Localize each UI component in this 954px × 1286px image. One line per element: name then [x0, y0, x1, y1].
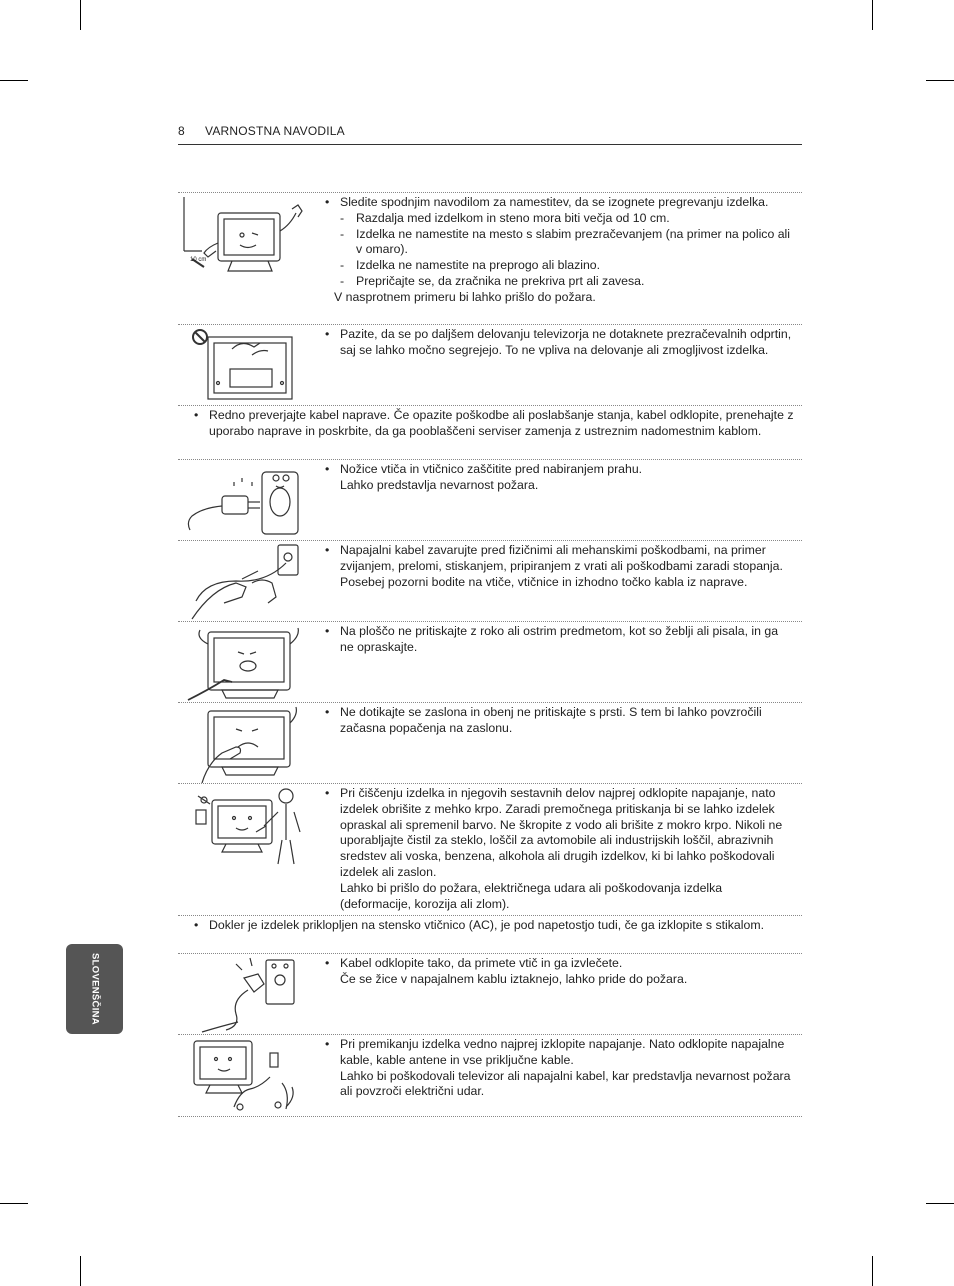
crop-mark — [872, 0, 873, 30]
bullet-text: • Na ploščo ne pritiskajte z roko ali ostrim predmetom, kot so žeblji ali pisala, in ga ne opraskajte. — [325, 624, 795, 656]
unplug-illustration — [182, 956, 314, 1034]
section-text — [325, 705, 795, 737]
tv-cleaning-illustration — [182, 786, 314, 868]
continuation-text: Lahko bi poškodovali televizor ali napajalni kabel, kar predstavlja nevarnost požara ali povzroči električni udar. — [340, 1068, 791, 1099]
bullet-text: • Nožice vtiča in vtičnico zaščitite pred nabiranjem prahu. — [325, 462, 795, 478]
crop-mark — [0, 1203, 28, 1204]
crop-mark — [926, 1203, 954, 1204]
section-unplug — [178, 953, 802, 1035]
page-header — [178, 120, 802, 145]
crop-mark — [0, 80, 28, 81]
continuation-text: Lahko predstavlja nevarnost požara. — [340, 477, 539, 492]
section-text — [325, 462, 795, 494]
section-hot-vents — [178, 324, 802, 406]
section-check-cable — [178, 405, 802, 460]
tv-wall-distance-illustration — [182, 195, 314, 277]
crop-mark — [926, 80, 954, 81]
warning-note: V nasprotnem primeru bi lahko prišlo do požara. — [334, 289, 596, 304]
crop-mark — [872, 1256, 873, 1286]
section-text — [325, 786, 795, 912]
section-moving — [178, 1034, 802, 1117]
bullet-text: • Pazite, da se po daljšem delovanju televizorja ne dotaknete prezračevalnih odprtin, saj se lahko močno segrejejo. To ne vpliva na delovanje ali zmogljivost izdelka. — [325, 327, 795, 359]
section-text — [194, 408, 794, 440]
crop-mark — [80, 0, 81, 30]
cable-damage-illustration — [182, 543, 314, 621]
tv-back-vents-illustration — [182, 327, 314, 403]
page-title: VARNOSTNA NAVODILA — [205, 124, 345, 138]
section-text — [325, 543, 795, 590]
section-text — [325, 956, 795, 988]
tv-disconnect-cables-illustration — [182, 1037, 314, 1115]
section-cleaning — [178, 783, 802, 916]
tv-finger-press-illustration — [182, 705, 314, 783]
bullet-text: • Pri premikanju izdelka vedno najprej izklopite napajanje. Nato odklopite napajalne kable, kable antene in vse priključne kable. — [325, 1037, 795, 1069]
sub-item: - Izdelka ne namestite na preprogo ali blazino. — [325, 258, 795, 274]
section-text — [325, 1037, 795, 1100]
section-protect-cable — [178, 540, 802, 622]
section-text — [325, 624, 795, 656]
section-ventilation — [178, 192, 802, 325]
bullet-text: • Ne dotikajte se zaslona in obenj ne pritiskajte s prsti. S tem bi lahko povzročili začasna popačenja na zaslonu. — [325, 705, 795, 737]
sub-item: - Razdalja med izdelkom in steno mora biti večja od 10 cm. — [325, 211, 795, 227]
page-number: 8 — [178, 124, 185, 138]
dusty-plug-illustration — [182, 462, 314, 540]
bullet-text: • Pri čiščenju izdelka in njegovih sestavnih delov najprej odklopite napajanje, nato izdelek obrišite z mehko krpo. Zaradi premočnega pritiskanja bi se lahko izdelek opraskal ali spremenil barvo. Ne škropite z vodo ali brišite z mokro krpo. Nikoli ne uporabljajte čistil za steklo, loščil za avtomobile ali industrijskih loščil, abrazivnih sredstev ali voska, benzena, alkohola ali drugih izdelkov, ki bi lahko poškodovali izdelek ali zaslon. — [325, 786, 795, 881]
section-text — [325, 195, 795, 306]
language-label: SLOVENŠČINA — [89, 953, 100, 1025]
tv-scratched-illustration — [182, 624, 314, 702]
section-no-touching-screen — [178, 702, 802, 784]
sub-item: - Izdelka ne namestite na mesto s slabim prezračevanjem (na primer na polico ali v omaro). — [325, 227, 795, 259]
bullet-text: • Sledite spodnjim navodilom za namestitev, da se izognete pregrevanju izdelka. — [325, 195, 795, 211]
section-text — [194, 918, 794, 934]
sub-item: - Prepričajte se, da zračnika ne prekriva prt ali zavesa. — [325, 274, 795, 290]
bullet-text: • Redno preverjajte kabel naprave. Če opazite poškodbe ali poslabšanje stanja, kabel odklopite, prenehajte z uporabo naprave in poskrbite, da ga pooblaščeni serviser zamenja z ustreznim nadomestnim kablom. — [194, 408, 794, 440]
crop-mark — [80, 1256, 81, 1286]
section-text — [325, 327, 795, 359]
language-side-tab — [66, 944, 123, 1034]
bullet-text: • Dokler je izdelek priklopljen na stensko vtičnico (AC), je pod napetostjo tudi, če ga izklopite s stikalom. — [194, 918, 794, 934]
distance-label: 10 cm — [190, 257, 207, 263]
section-no-sharp-objects — [178, 621, 802, 703]
bullet-text: • Napajalni kabel zavarujte pred fizičnimi ali mehanskimi poškodbami, na primer zvijanjem, prelomi, stiskanjem, pripiranjem z vrati ali poškodbami zaradi stopanja. Posebej pozorni bodite na vtiče, vtičnice in izhodno točko kabla iz naprave. — [325, 543, 795, 590]
bullet-text: • Kabel odklopite tako, da primete vtič in ga izvlečete. — [325, 956, 795, 972]
continuation-text: Lahko bi prišlo do požara, električnega udara ali poškodovanja izdelka (deformacije, korozija ali zlom). — [340, 880, 723, 911]
section-dust-plug — [178, 459, 802, 541]
section-ac-power — [178, 915, 802, 954]
continuation-text: Če se žice v napajalnem kablu iztaknejo, lahko pride do požara. — [340, 971, 688, 986]
